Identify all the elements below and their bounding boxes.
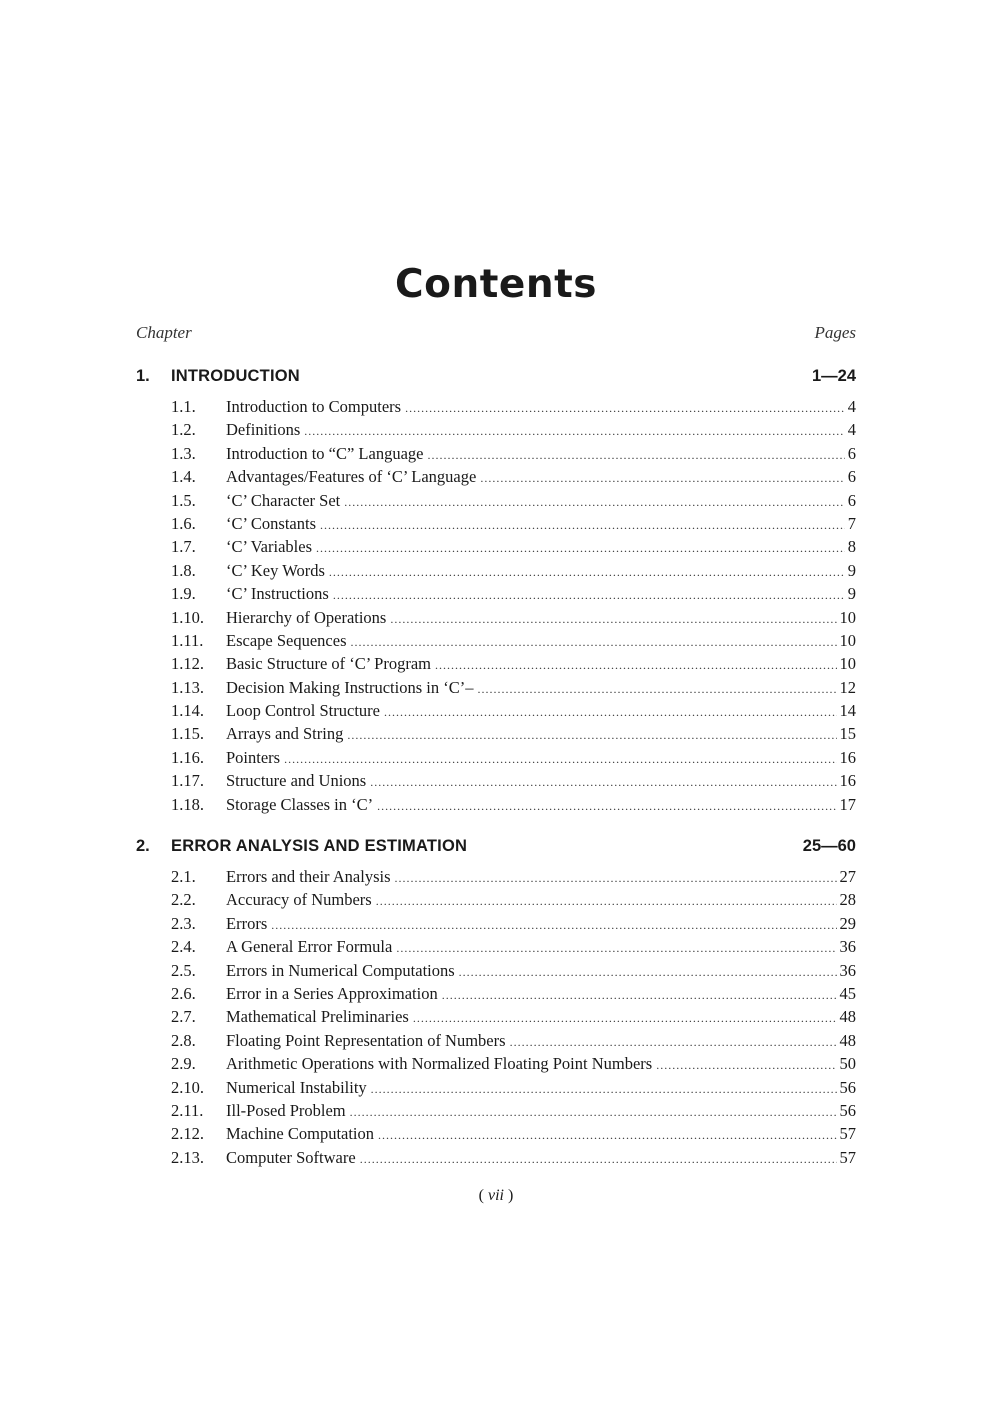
section-page-number: 9 bbox=[847, 584, 856, 604]
section-title: Ill-Posed Problem bbox=[226, 1101, 350, 1121]
dot-leader bbox=[480, 471, 844, 486]
toc-entry[interactable] bbox=[171, 961, 856, 984]
section-title: Errors bbox=[226, 914, 271, 934]
section-page-number: 14 bbox=[839, 701, 856, 721]
section-number: 2.3. bbox=[171, 913, 196, 933]
section-number: 1.14. bbox=[171, 701, 204, 721]
section-page-number: 4 bbox=[847, 397, 856, 416]
section-title: Basic Structure of ‘C’ Program bbox=[226, 654, 435, 674]
section-number: 2.13. bbox=[171, 1147, 204, 1167]
section-number: 1.4. bbox=[171, 467, 196, 487]
section-page-number: 8 bbox=[847, 537, 856, 557]
toc-entry[interactable] bbox=[171, 1101, 856, 1124]
chapter-page-range: 25—60 bbox=[802, 837, 856, 855]
section-number: 1.16. bbox=[171, 747, 204, 767]
toc-entry[interactable] bbox=[171, 748, 856, 771]
dot-leader bbox=[413, 1011, 837, 1026]
dot-leader bbox=[371, 1082, 837, 1097]
toc-entry[interactable] bbox=[171, 1148, 856, 1171]
dot-leader bbox=[656, 1058, 836, 1073]
section-page-number: 48 bbox=[839, 1007, 856, 1027]
page-footer bbox=[0, 1187, 992, 1205]
section-title: ‘C’ Constants bbox=[226, 514, 320, 534]
dot-leader bbox=[376, 894, 837, 909]
toc-entry[interactable] bbox=[171, 1031, 856, 1054]
section-number: 2.2. bbox=[171, 890, 196, 910]
section-number: 1.6. bbox=[171, 513, 196, 533]
section-number: 1.13. bbox=[171, 677, 204, 697]
dot-leader bbox=[360, 1152, 837, 1167]
section-page-number: 16 bbox=[839, 771, 856, 791]
toc-entry[interactable] bbox=[171, 1054, 856, 1077]
section-page-number: 56 bbox=[839, 1077, 856, 1097]
section-page-number: 16 bbox=[839, 747, 856, 767]
section-title: Floating Point Representation of Numbers bbox=[226, 1031, 510, 1051]
toc-entry[interactable] bbox=[171, 584, 856, 607]
dot-leader bbox=[442, 988, 837, 1003]
section-number: 1.15. bbox=[171, 724, 204, 744]
section-page-number: 57 bbox=[839, 1147, 856, 1167]
toc-entry[interactable] bbox=[171, 890, 856, 913]
toc-entry[interactable] bbox=[171, 1078, 856, 1101]
dot-leader bbox=[477, 682, 836, 697]
toc-entry[interactable] bbox=[171, 397, 856, 420]
toc-entry[interactable] bbox=[171, 937, 856, 960]
toc-entry[interactable] bbox=[171, 984, 856, 1007]
chapter-number: 1. bbox=[136, 367, 150, 385]
section-number: 2.9. bbox=[171, 1054, 196, 1074]
dot-leader bbox=[351, 635, 837, 650]
dot-leader bbox=[377, 799, 836, 814]
toc-entry[interactable] bbox=[171, 678, 856, 701]
section-page-number: 6 bbox=[847, 443, 856, 463]
section-number: 1.11. bbox=[171, 630, 204, 650]
section-title: Introduction to “C” Language bbox=[226, 444, 427, 464]
section-list bbox=[136, 867, 856, 1171]
toc-entry[interactable] bbox=[171, 914, 856, 937]
chapter-heading[interactable] bbox=[136, 367, 856, 391]
dot-leader bbox=[316, 541, 845, 556]
section-page-number: 45 bbox=[839, 983, 856, 1003]
dot-leader bbox=[304, 424, 845, 439]
section-title: Introduction to Computers bbox=[226, 397, 405, 417]
section-title: A General Error Formula bbox=[226, 937, 396, 957]
toc-entry[interactable] bbox=[171, 491, 856, 514]
dot-leader bbox=[459, 965, 837, 980]
section-page-number: 48 bbox=[839, 1030, 856, 1050]
section-title: Numerical Instability bbox=[226, 1078, 371, 1098]
toc-entry[interactable] bbox=[171, 795, 856, 818]
toc-entry[interactable] bbox=[171, 867, 856, 890]
section-page-number: 36 bbox=[839, 937, 856, 957]
dot-leader bbox=[347, 728, 836, 743]
chapter-column-header: Chapter bbox=[136, 323, 192, 342]
chapter-block-2 bbox=[136, 837, 856, 1171]
toc-entry[interactable] bbox=[171, 537, 856, 560]
section-page-number: 10 bbox=[839, 654, 856, 674]
toc-entry[interactable] bbox=[171, 724, 856, 747]
dot-leader bbox=[350, 1105, 837, 1120]
toc-entry[interactable] bbox=[171, 1007, 856, 1030]
dot-leader bbox=[510, 1035, 837, 1050]
toc-entry[interactable] bbox=[171, 420, 856, 443]
section-number: 2.11. bbox=[171, 1100, 204, 1120]
section-number: 1.18. bbox=[171, 794, 204, 814]
section-page-number: 17 bbox=[839, 794, 856, 814]
section-title: ‘C’ Instructions bbox=[226, 584, 333, 604]
toc-entry[interactable] bbox=[171, 654, 856, 677]
section-page-number: 4 bbox=[847, 420, 856, 440]
section-title: Machine Computation bbox=[226, 1124, 378, 1144]
pages-column-header: Pages bbox=[814, 323, 856, 342]
section-number: 2.12. bbox=[171, 1124, 204, 1144]
section-number: 1.8. bbox=[171, 560, 196, 580]
chapter-number: 2. bbox=[136, 837, 150, 855]
section-page-number: 50 bbox=[839, 1054, 856, 1074]
section-page-number: 27 bbox=[839, 867, 856, 886]
section-number: 1.1. bbox=[171, 397, 196, 416]
section-page-number: 10 bbox=[839, 630, 856, 650]
section-number: 2.1. bbox=[171, 867, 196, 886]
section-page-number: 12 bbox=[839, 677, 856, 697]
section-number: 1.5. bbox=[171, 490, 196, 510]
toc-entry[interactable] bbox=[171, 701, 856, 724]
dot-leader bbox=[378, 1128, 836, 1143]
toc-entry[interactable] bbox=[171, 631, 856, 654]
section-list bbox=[136, 397, 856, 818]
toc-entry[interactable] bbox=[171, 1124, 856, 1147]
footer-close-paren: ) bbox=[504, 1187, 514, 1204]
dot-leader bbox=[396, 941, 836, 956]
chapter-heading[interactable] bbox=[136, 837, 856, 861]
section-title: Definitions bbox=[226, 420, 304, 440]
dot-leader bbox=[390, 612, 836, 627]
dot-leader bbox=[344, 495, 845, 510]
section-title: Errors and their Analysis bbox=[226, 867, 395, 887]
section-number: 2.4. bbox=[171, 937, 196, 957]
section-page-number: 6 bbox=[847, 467, 856, 487]
toc-entry[interactable] bbox=[171, 514, 856, 537]
dot-leader bbox=[320, 518, 845, 533]
section-title: Errors in Numerical Computations bbox=[226, 961, 459, 981]
section-title: ‘C’ Character Set bbox=[226, 491, 344, 511]
section-number: 2.7. bbox=[171, 1007, 196, 1027]
section-page-number: 10 bbox=[839, 607, 856, 627]
section-title: Arithmetic Operations with Normalized Floating Point Numbers bbox=[226, 1054, 656, 1074]
section-title: Advantages/Features of ‘C’ Language bbox=[226, 467, 480, 487]
section-number: 1.3. bbox=[171, 443, 196, 463]
section-number: 1.9. bbox=[171, 584, 196, 604]
dot-leader bbox=[395, 871, 837, 886]
toc-entry[interactable] bbox=[171, 561, 856, 584]
chapter-page-range: 1—24 bbox=[811, 367, 856, 385]
section-title: Hierarchy of Operations bbox=[226, 608, 390, 628]
dot-leader bbox=[284, 752, 836, 767]
section-page-number: 36 bbox=[839, 960, 856, 980]
toc-entry[interactable] bbox=[171, 444, 856, 467]
section-page-number: 57 bbox=[839, 1124, 856, 1144]
section-number: 2.10. bbox=[171, 1077, 204, 1097]
dot-leader bbox=[329, 565, 845, 580]
footer-open-paren: ( bbox=[478, 1187, 488, 1204]
dot-leader bbox=[427, 448, 844, 463]
section-number: 1.17. bbox=[171, 771, 204, 791]
dot-leader bbox=[435, 658, 837, 673]
section-page-number: 9 bbox=[847, 560, 856, 580]
dot-leader bbox=[405, 401, 845, 416]
section-number: 1.7. bbox=[171, 537, 196, 557]
section-title: Loop Control Structure bbox=[226, 701, 384, 721]
dot-leader bbox=[370, 775, 836, 790]
chapter-block-1 bbox=[136, 367, 856, 818]
section-title: Storage Classes in ‘C’ bbox=[226, 795, 377, 815]
section-title: Error in a Series Approximation bbox=[226, 984, 442, 1004]
section-page-number: 28 bbox=[839, 890, 856, 910]
section-page-number: 56 bbox=[839, 1100, 856, 1120]
section-page-number: 6 bbox=[847, 490, 856, 510]
section-number: 1.2. bbox=[171, 420, 196, 440]
section-title: Accuracy of Numbers bbox=[226, 890, 376, 910]
section-title: Structure and Unions bbox=[226, 771, 370, 791]
page-number-roman: vii bbox=[488, 1187, 504, 1204]
section-number: 2.6. bbox=[171, 983, 196, 1003]
section-number: 1.12. bbox=[171, 654, 204, 674]
chapter-title: ERROR ANALYSIS AND ESTIMATION bbox=[171, 837, 468, 855]
section-title: Decision Making Instructions in ‘C’– bbox=[226, 678, 477, 698]
section-page-number: 15 bbox=[839, 724, 856, 744]
section-page-number: 29 bbox=[839, 913, 856, 933]
section-title: Escape Sequences bbox=[226, 631, 351, 651]
toc-entry[interactable] bbox=[171, 771, 856, 794]
section-title: Pointers bbox=[226, 748, 284, 768]
dot-leader bbox=[384, 705, 837, 720]
page-title: Contents bbox=[395, 262, 597, 307]
dot-leader bbox=[333, 588, 845, 603]
toc-entry[interactable] bbox=[171, 467, 856, 490]
section-title: Arrays and String bbox=[226, 724, 347, 744]
section-number: 2.5. bbox=[171, 960, 196, 980]
chapter-title: INTRODUCTION bbox=[171, 367, 300, 385]
section-number: 1.10. bbox=[171, 607, 204, 627]
section-number: 2.8. bbox=[171, 1030, 196, 1050]
dot-leader bbox=[271, 918, 836, 933]
section-page-number: 7 bbox=[847, 513, 856, 533]
section-title: Computer Software bbox=[226, 1148, 360, 1168]
section-title: Mathematical Preliminaries bbox=[226, 1007, 413, 1027]
toc-entry[interactable] bbox=[171, 608, 856, 631]
section-title: ‘C’ Key Words bbox=[226, 561, 329, 581]
section-title: ‘C’ Variables bbox=[226, 537, 316, 557]
